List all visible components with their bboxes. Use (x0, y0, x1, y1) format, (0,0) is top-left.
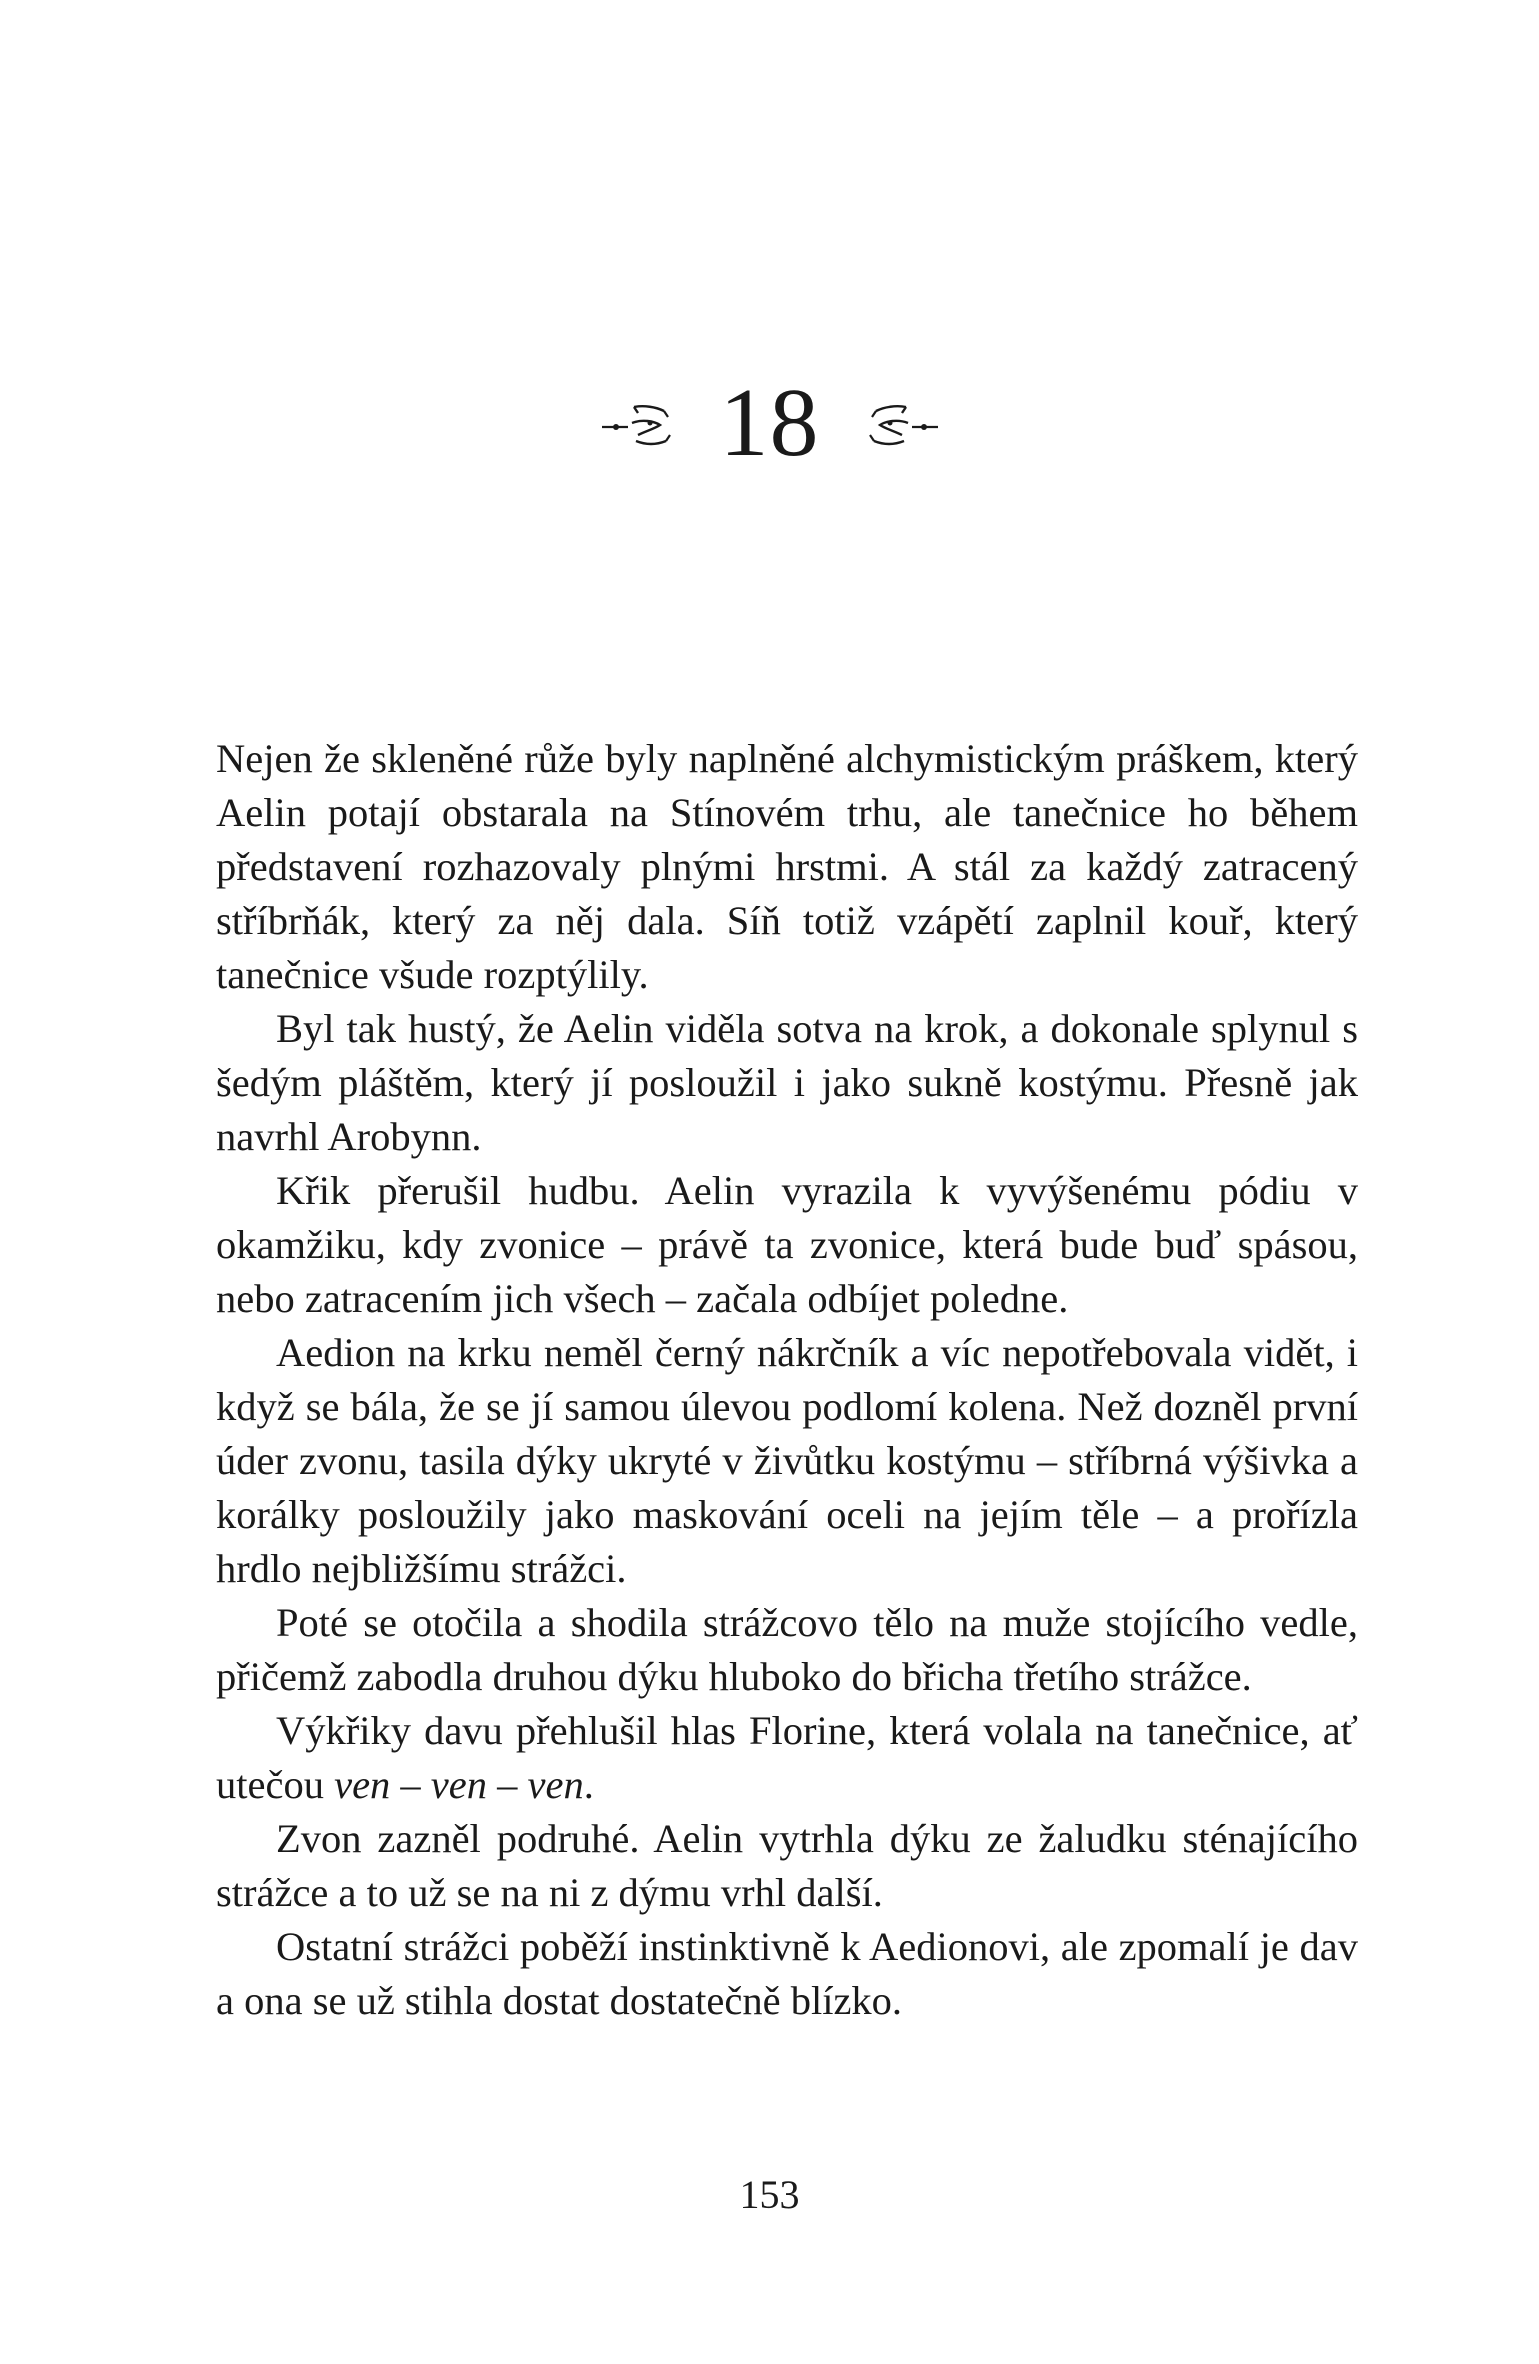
paragraph-6-emphasis: ven – ven – ven (334, 1762, 584, 1807)
right-flourish-icon (846, 393, 942, 453)
chapter-heading (0, 368, 1539, 478)
paragraph-6-end: . (583, 1762, 594, 1807)
paragraph-6 (216, 1704, 1358, 1812)
paragraph-2: Byl tak hustý, že Aelin viděla sotva na krok, a dokonale splynul s šedým pláštěm, který jí posloužil i jako sukně kostýmu. Přesně jak navrhl Arobynn. (216, 1006, 1358, 1159)
paragraph-8: Ostatní strážci poběží instinktivně k Aedionovi, ale zpomalí je dav a ona se už stihla dostat dostatečně blízko. (216, 1924, 1358, 2023)
page-number: 153 (739, 2172, 800, 2217)
paragraph-3: Křik přerušil hudbu. Aelin vyrazila k vyvýšenému pódiu v okamžiku, kdy zvonice – právě ta zvonice, která bude buď spásou, nebo zatracením jich všech – začala odbíjet poledne. (216, 1168, 1358, 1321)
left-flourish-icon (598, 393, 694, 453)
chapter-body-text (216, 732, 1358, 2028)
paragraph-6-text: Výkřiky davu přehlušil hlas Florine, která volala na tanečnice, ať utečou (216, 1708, 1358, 1807)
paragraph-4: Aedion na krku neměl černý nákrčník a víc nepotřebovala vidět, i když se bála, že se jí samou úlevou podlomí kolena. Než dozněl první úder zvonu, tasila dýky ukryté v živůtku kostýmu – stříbrná výšivka a korálky posloužily jako maskování oceli na jejím těle – a prořízla hrdlo nejbližšímu strážci. (216, 1330, 1358, 1591)
paragraph-5: Poté se otočila a shodila strážcovo tělo na muže stojícího vedle, přičemž zabodla druhou dýku hluboko do břicha třetího strážce. (216, 1600, 1358, 1699)
chapter-number: 18 (719, 369, 820, 477)
paragraph-7: Zvon zazněl podruhé. Aelin vytrhla dýku ze žaludku sténajícího strážce a to už se na ni z dýmu vrhl další. (216, 1816, 1358, 1915)
paragraph-1: Nejen že skleněné růže byly naplněné alchymistickým práškem, který Aelin potají obstarala na Stínovém trhu, ale tanečnice ho během představení rozhazovaly plnými hrstmi. A stál za každý zatracený stříbrňák, který za něj dala. Síň totiž vzápětí zaplnil kouř, který tanečnice všude rozptýlily. (216, 736, 1358, 997)
